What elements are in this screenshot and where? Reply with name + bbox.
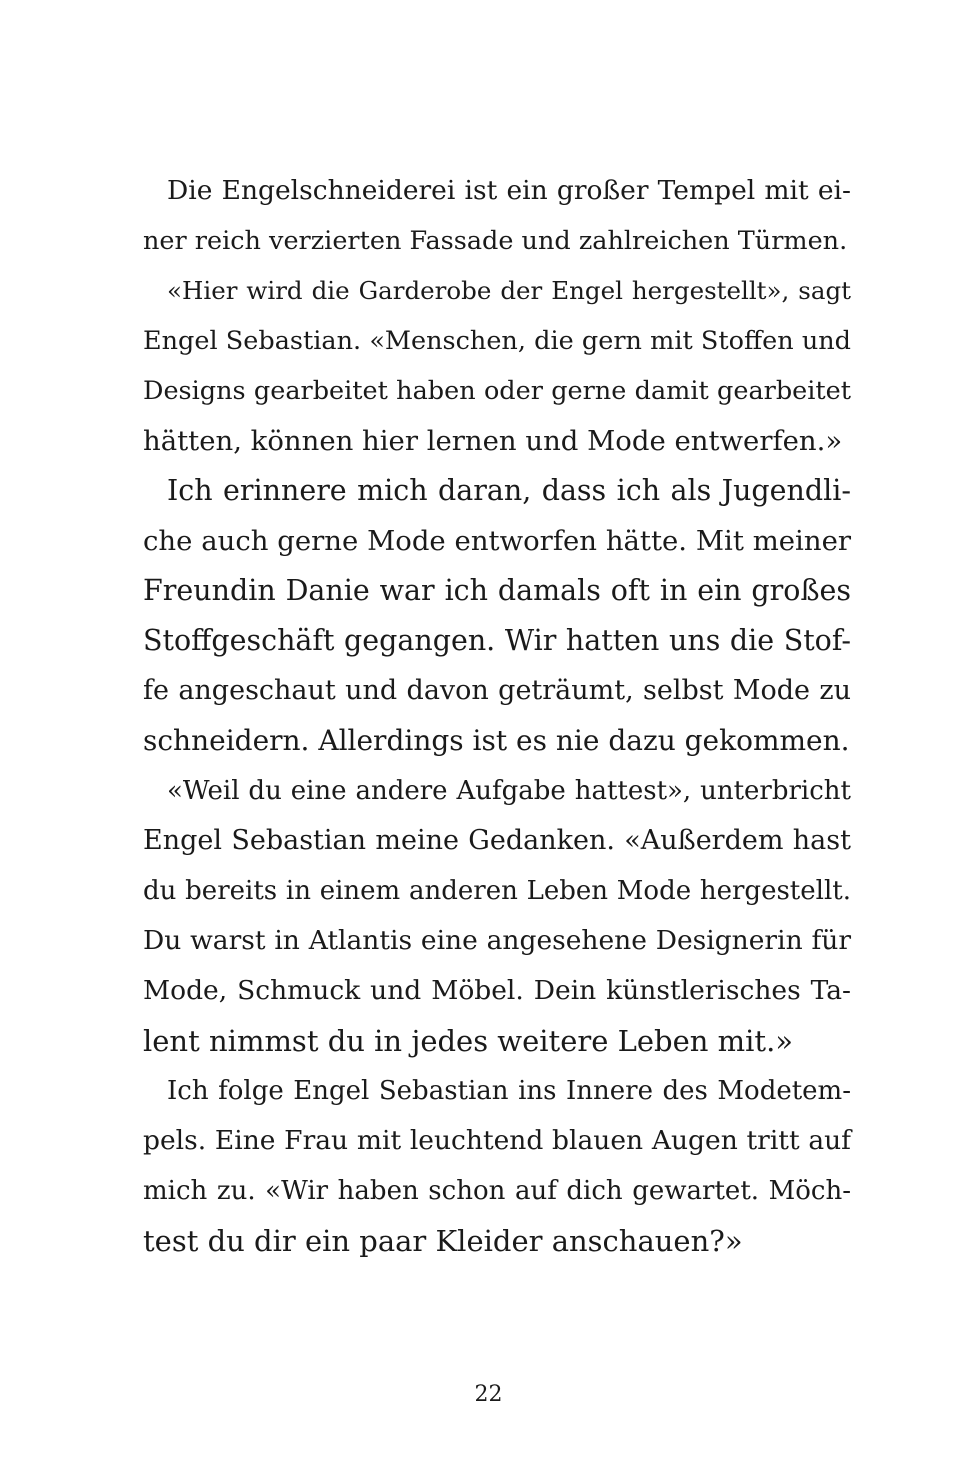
text-line: Ich folge Engel Sebastian ins Innere des Modetem-: [167, 1076, 851, 1106]
page-number: 22: [474, 1382, 503, 1407]
text-line: «Weil du eine andere Aufgabe hattest», unterbricht: [167, 776, 851, 806]
text-line: Stoffgeschäft gegangen. Wir hatten uns die Stof-: [143, 624, 851, 657]
text-line: Engel Sebastian meine Gedanken. «Außerdem hast: [143, 825, 851, 856]
text-line: hätten, können hier lernen und Mode entwerfen.»: [143, 425, 843, 457]
text-line: Mode, Schmuck und Möbel. Dein künstlerisches Ta-: [143, 975, 851, 1006]
body-text: [143, 166, 851, 1266]
text-line: Du warst in Atlantis eine angesehene Designerin für: [143, 925, 851, 956]
text-line: «Hier wird die Garderobe der Engel hergestellt», sagt: [167, 276, 851, 305]
text-line: schneidern. Allerdings ist es nie dazu gekommen.: [143, 724, 850, 757]
text-line: du bereits in einem anderen Leben Mode hergestellt.: [143, 876, 851, 906]
text-line: ner reich verzierten Fassade und zahlreichen Türmen.: [143, 226, 848, 256]
text-line: che auch gerne Mode entworfen hätte. Mit meiner: [143, 525, 851, 557]
text-line: fe angeschaut und davon geträumt, selbst Mode zu: [143, 675, 851, 706]
text-line: pels. Eine Frau mit leuchtend blauen Augen tritt auf: [143, 1125, 851, 1156]
text-line: Freundin Danie war ich damals oft in ein großes: [143, 574, 851, 607]
text-line: lent nimmst du in jedes weitere Leben mit.»: [143, 1024, 794, 1058]
text-line: Ich erinnere mich daran, dass ich als Jugendli-: [167, 474, 851, 507]
text-line: Engel Sebastian. «Menschen, die gern mit Stoffen und: [143, 326, 851, 356]
text-line: Die Engelschneiderei ist ein großer Tempel mit ei-: [167, 175, 851, 206]
text-line: test du dir ein paar Kleider anschauen?»: [143, 1224, 743, 1258]
text-line: Designs gearbeitet haben oder gerne damit gearbeitet: [143, 376, 851, 406]
text-line: mich zu. «Wir haben schon auf dich gewartet. Möch-: [143, 1176, 851, 1206]
